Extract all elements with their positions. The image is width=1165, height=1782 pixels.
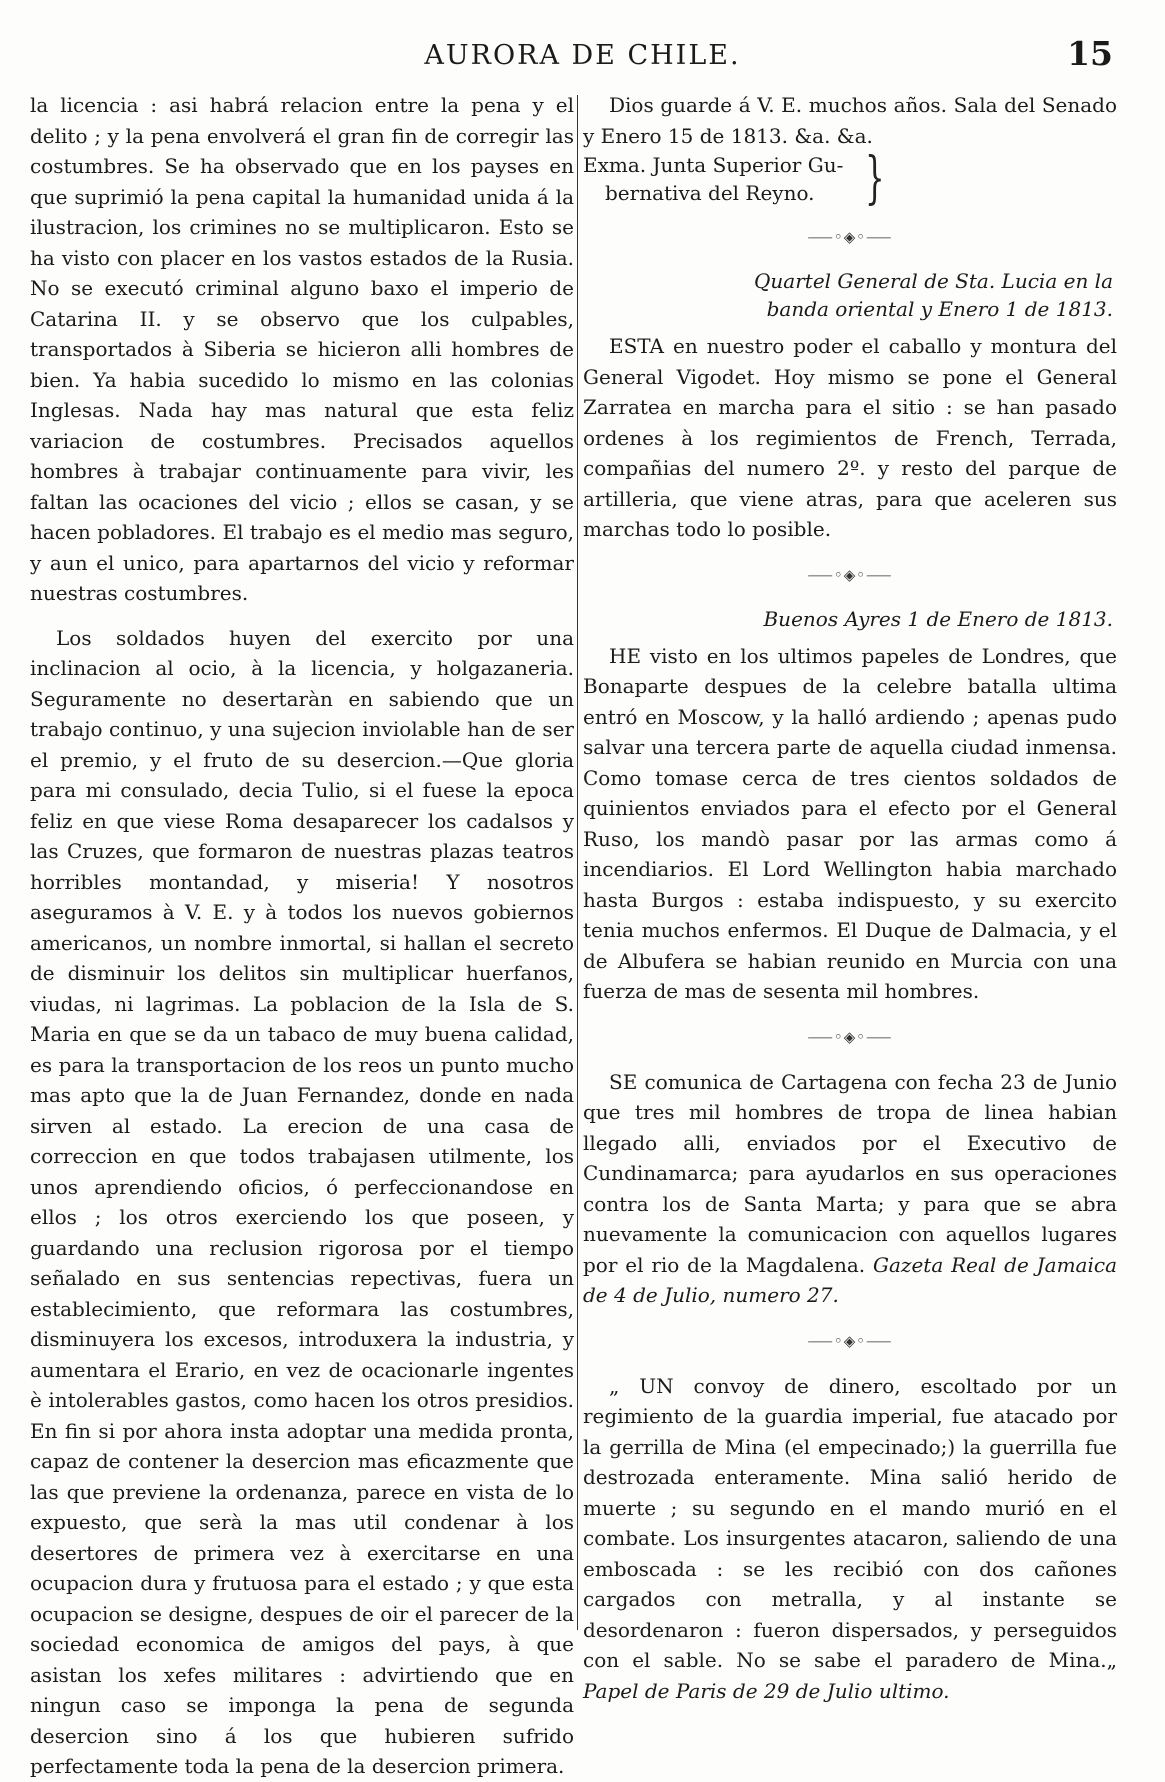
news-item-mina	[583, 1371, 1117, 1707]
left-paragraph-1: la licencia : asi habrá relacion entre la pena y el delito ; y la pena envolverá el gran fin de corregir las costumbres. Se ha observado que en los payses en que suprimió la pena capital la humanidad unida á la ilustracion, los crimines no se multiplicaron. Esto se ha visto con placer en los vastos estados de la Rusia. No se executó criminal alguno baxo el imperio de Catarina II. y se observo que los culpables, transportados à Siberia se hicieron alli hombres de bien. Ya habia sucedido lo mismo en las colonias Inglesas. Nada hay mas natural que esta feliz variacion de costumbres. Precisados aquellos hombres à trabajar continuamente para vivir, les faltan las ocaciones del vicio ; ellos se casan, y se hacen pobladores. El trabajo es el medio mas seguro, y aun el unico, para apartarnos del vicio y reformar nuestras costumbres.	[30, 93, 574, 605]
dateline-buenos-ayres-text: Buenos Ayres 1 de Enero de 1813.	[763, 606, 1113, 631]
source-gazeta: Gazeta Real de Jamaica de 4 de Julio, numero 27.	[583, 1252, 1117, 1307]
dateline-quartel-line-1: Quartel General de Sta. Lucia en la	[754, 269, 1113, 293]
news-item-cartagena	[583, 1067, 1117, 1311]
dateline-buenos-ayres	[583, 605, 1117, 633]
ornament-divider: ⸺◦◈◦⸺	[807, 565, 893, 584]
closing-salutation: Dios guarde á V. E. muchos años. Sala del Senado y Enero 15 de 1813. &a. &a.	[583, 93, 1117, 148]
dateline-quartel	[583, 267, 1117, 323]
ornament-divider: ⸺◦◈◦⸺	[807, 228, 893, 246]
news-item-bonaparte: HE visto en los ultimos papeles de Londres, que Bonaparte despues de la celebre batalla ultima entró en Moscow, y la halló ardiendo ; apenas pudo salvar una tercera parte de aquella ciudad inmensa. Como tomase cerca de tres cientos soldados de quinientos enviados para el efecto por el General Ruso, los mandò pasar por las armas como á incendiarios. El Lord Wellington habia marchado hasta Burgos : estaba indispuesto, y su exercito tenia muchos enfermos. El Duque de Dalmacia, y el de Albufera se habian reunido en Murcia con una fuerza de mas de sesenta mil hombres.	[583, 643, 1117, 1003]
signature-block	[583, 146, 1117, 211]
dateline-quartel-line-2: banda oriental y Enero 1 de 1813.	[766, 297, 1113, 321]
ornament-divider: ⸺◦◈◦⸺	[807, 1027, 893, 1046]
page-number: 15	[1067, 34, 1113, 73]
left-column	[30, 90, 574, 1782]
brace-glyph: }	[865, 146, 885, 211]
news-item-cartagena-text: SE comunica de Cartagena con fecha 23 de Junio que tres mil hombres de tropa de linea habian llegado alli, enviados por el Executivo de Cundinamarca; para ayudarlos en sus operaciones contra los de Santa Marta; y para que se abra nuevamente la comunicacion con aquellos lugares por el rio de la Magdalena.	[583, 1069, 1117, 1277]
ornament-divider: ⸺◦◈◦⸺	[807, 1331, 893, 1350]
running-head	[0, 30, 1165, 76]
junta-line-2: bernativa del Reyno.	[605, 181, 815, 205]
source-papel-paris: Papel de Paris de 29 de Julio ultimo.	[583, 1678, 950, 1703]
right-column	[583, 90, 1117, 1706]
news-item-vigodet: ESTA en nuestro poder el caballo y montura del General Vigodet. Hoy mismo se pone el General Zarratea en marcha para el sitio : se han pasado ordenes à los regimientos de French, Terrada, compañias del numero 2º. y resto del parque de artilleria, que viene atras, para que aceleren sus marchas todo lo posible.	[583, 334, 1117, 541]
publication-title: AURORA DE CHILE.	[424, 40, 741, 71]
left-paragraph-2: Los soldados huyen del exercito por una inclinacion al ocio, à la licencia, y holgazaneria. Seguramente no desertaràn en sabiendo que un trabajo continuo, y una sujecion inviolable han de ser el premio, y el fruto de su desercion.—Que gloria para mi consulado, decia Tulio, si el fuese la epoca feliz en que viese Roma desaparecer los cadalsos y las Cruzes, que formaron de nuestras plazas teatros horribles montandad, y miseria! Y nosotros aseguramos à V. E. y à todos los nuevos gobiernos americanos, un nombre inmortal, si hallan el secreto de disminuir los delitos sin multiplicar huerfanos, viudas, ni lagrimas. La poblacion de la Isla de S. Maria en que se da un tabaco de muy buena calidad, es para la transportacion de los reos un punto mucho mas apto que la de Juan Fernandez, donde en nada sirven al estado. La erecion de una casa de correccion en que todos trabajasen utilmente, los unos aprendiendo oficios, ó perfeccionandose en ellos ; los otros exerciendo los que poseen, y guardando una reclusion rigorosa por el tiempo señalado en sus sentencias repectivas, fuera un establecimiento, que reformara las costumbres, disminuyera los excesos, introduxera la industria, y aumentara el Erario, en vez de ocacionarle ingentes è intolerables gastos, como hacen los otros presidios. En fin si por ahora insta adoptar una medida pronta, capaz de contener la desercion mas eficazmente que las que previene la ordenanza, parece en vista de lo expuesto, que serà la mas util condenar à los desertores de primera vez à exercitarse en una ocupacion dura y frutuosa para el estado ; y que esta ocupacion se designe, despues de oir el parecer de la sociedad economica de amigos del pays, à que asistan los xefes militares : advirtiendo que en ningun caso se imponga la pena de segunda desercion sino á los que hubieren sufrido perfectamente toda la pena de la desercion primera.	[30, 625, 574, 1778]
column-rule	[577, 95, 578, 1630]
junta-line-1: Exma. Junta Superior Gu-	[583, 153, 844, 177]
news-item-mina-text: „ UN convoy de dinero, escoltado por un regimiento de la guardia imperial, fue atacado por la gerrilla de Mina (el empecinado;) la guerrilla fue destrozada enteramente. Mina salió herido de muerte ; su segundo en el mando murió en el combate. Los insurgentes atacaron, saliendo de una emboscada : se les recibió con dos cañones cargados con metralla, y al instante se desordenaron : fueron dispersados, y perseguidos con el sable. No se sabe el paradero de Mina.„	[583, 1373, 1117, 1672]
